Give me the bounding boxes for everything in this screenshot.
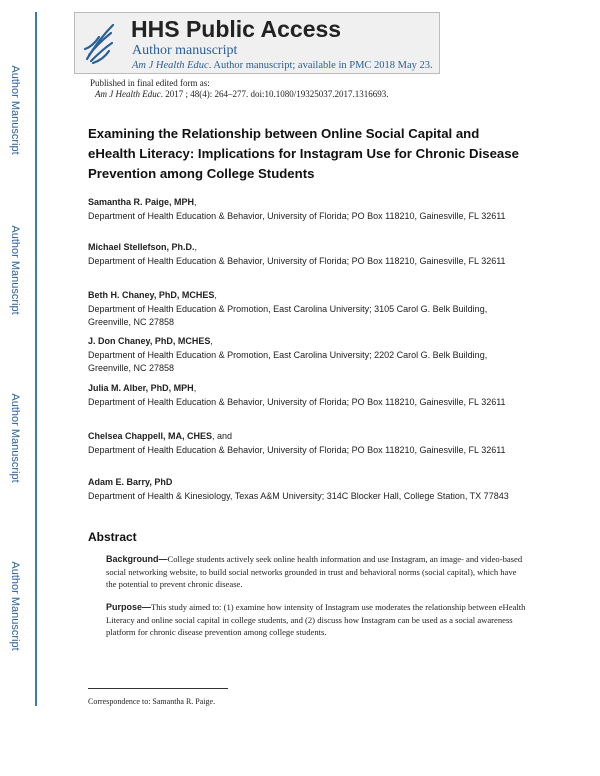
margin-label: Author Manuscript [9, 225, 21, 315]
author-name: Samantha R. Paige, MPH [88, 197, 195, 207]
hhs-header [74, 12, 440, 74]
header-subtitle: Author manuscript [132, 43, 238, 58]
author-affiliation: Department of Health Education & Promotion, East Carolina University; 2202 Carol G. Belk Building, Greenville, NC 27858 [88, 349, 488, 373]
published-note: Published in final edited form as: [90, 78, 210, 88]
author-name: Chelsea Chappell, MA, CHES [88, 431, 213, 441]
author-affiliation: Department of Health Education & Behavior, University of Florida; PO Box 118210, Gainesville, FL 32611 [88, 255, 506, 266]
abstract-background: Background—College students actively seek online health information and use Instagram, an image- and video-based social networking website, to build social networks grounded in trust and behavioral norms (social capital), which have the potential to prevent chronic disease. [106, 554, 523, 590]
article-title: Examining the Relationship between Online Social Capital and eHealth Literacy: Implications for Instagram Use for Chronic Disease Prevention among College Students [88, 126, 519, 181]
author-entry: J. Don Chaney, PhD, MCHES, Department of Health Education & Promotion, East Carolina University; 2202 Carol G. Belk Building, Greenville, NC 27858 [88, 335, 528, 376]
margin-rule [35, 12, 37, 706]
author-name: Beth H. Chaney, PhD, MCHES [88, 290, 215, 300]
margin-label: Author Manuscript [9, 393, 21, 483]
header-title: HHS Public Access [131, 16, 342, 42]
author-entry [88, 476, 528, 503]
background-label: Background— [106, 554, 168, 564]
author-affiliation: Department of Health Education & Behavior, University of Florida; PO Box 118210, Gainesville, FL 32611 [88, 444, 506, 455]
author-name: Julia M. Alber, PhD, MPH [88, 383, 194, 393]
author-affiliation: Department of Health Education & Behavior, University of Florida; PO Box 118210, Gainesville, FL 32611 [88, 210, 506, 221]
purpose-label: Purpose— [106, 602, 152, 612]
publication-citation: Am J Health Educ. 2017 ; 48(4): 264–277. doi:10.1080/19325037.2017.1316693. [95, 89, 389, 99]
author-entry: Michael Stellefson, Ph.D., Department of Health Education & Behavior, University of Florida; PO Box 118210, Gainesville, FL 32611 [88, 241, 528, 268]
abstract-purpose: Purpose—This study aimed to: (1) examine how intensity of Instagram use moderates the relationship between eHealth Literacy and online social capital in college students, and (2) discuss how Instagram can be used as a social awareness platform for chronic disease prevention among college students. [106, 602, 526, 638]
correspondence-note: Correspondence to: Samantha R. Paige. [88, 697, 216, 706]
margin-label: Author Manuscript [9, 65, 21, 155]
abstract-heading: Abstract [88, 530, 137, 544]
header-citation: Am J Health Educ. Author manuscript; available in PMC 2018 May 23. [132, 60, 433, 71]
author-name: J. Don Chaney, PhD, MCHES [88, 336, 211, 346]
author-entry: Beth H. Chaney, PhD, MCHES, Department of Health Education & Promotion, East Carolina University; 3105 Carol G. Belk Building, Greenville, NC 27858 [88, 289, 528, 330]
margin-label: Author Manuscript [9, 561, 21, 651]
author-affiliation: Department of Health Education & Behavior, University of Florida; PO Box 118210, Gainesville, FL 32611 [88, 396, 506, 407]
footnote-rule [88, 688, 228, 689]
author-name: Michael Stellefson, Ph.D. [88, 242, 195, 252]
author-entry: Julia M. Alber, PhD, MPH, Department of Health Education & Behavior, University of Florida; PO Box 118210, Gainesville, FL 32611 [88, 382, 528, 409]
author-name: Adam E. Barry, PhD [88, 477, 173, 487]
author-entry: Samantha R. Paige, MPH, Department of Health Education & Behavior, University of Florida; PO Box 118210, Gainesville, FL 32611 [88, 196, 528, 223]
author-affiliation: Department of Health Education & Promotion, East Carolina University; 3105 Carol G. Belk Building, Greenville, NC 27858 [88, 303, 488, 327]
author-entry: Chelsea Chappell, MA, CHES, and Department of Health Education & Behavior, University of Florida; PO Box 118210, Gainesville, FL 32611 [88, 430, 528, 457]
author-affiliation: Department of Health & Kinesiology, Texas A&M University; 314C Blocker Hall, College Station, TX 77843 [88, 490, 509, 501]
hhs-eagle-logo-icon [79, 19, 119, 67]
